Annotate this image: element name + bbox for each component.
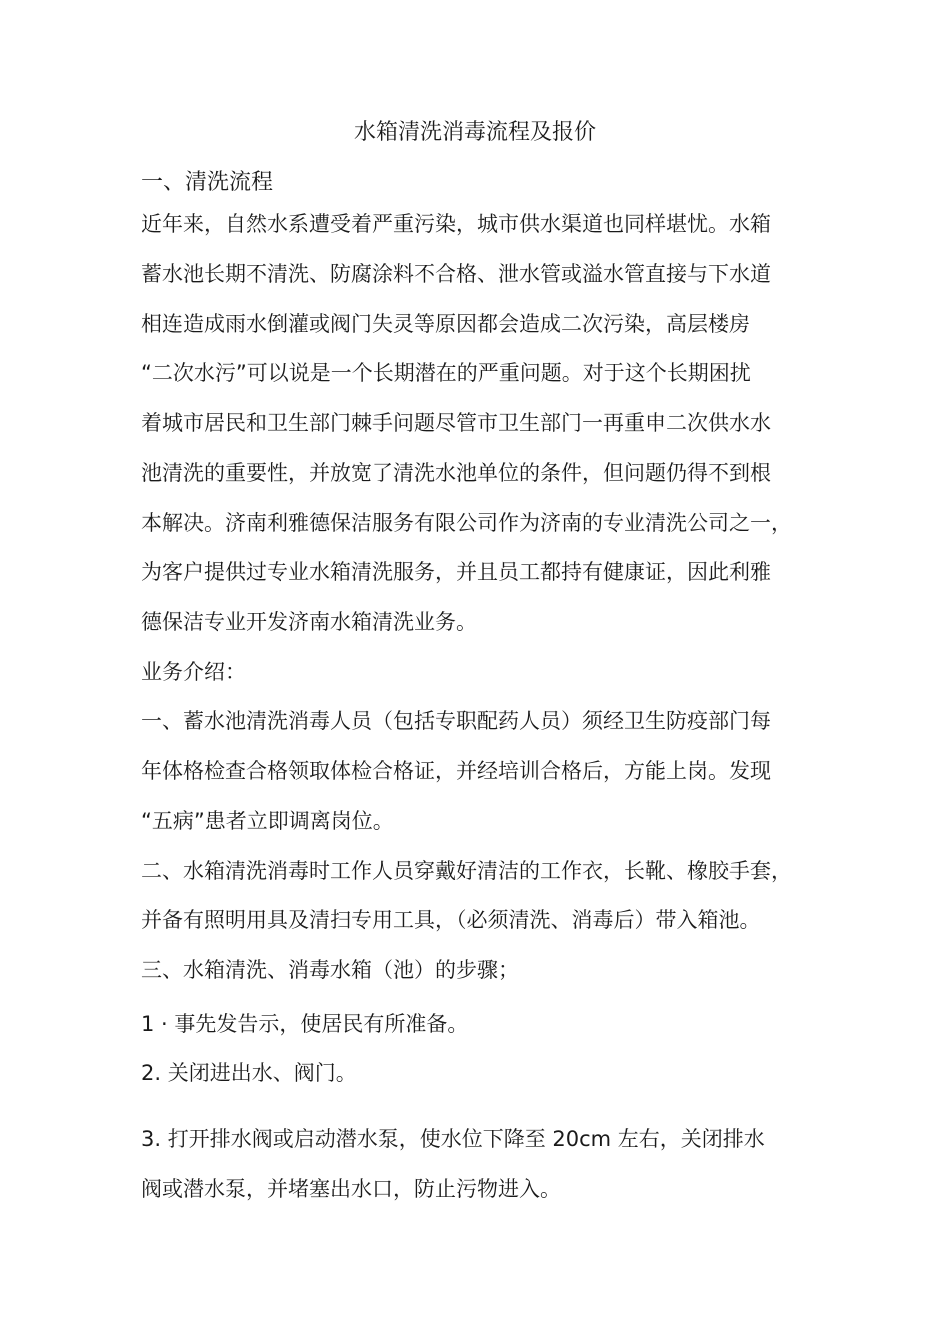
intro-line: 相连造成雨水倒灌或阀门失灵等原因都会造成二次污染，高层楼房	[141, 312, 750, 336]
intro-line: 蓄水池长期不清洗、防腐涂料不合格、泄水管或溢水管直接与下水道	[141, 262, 771, 286]
business-line: “五病”患者立即调离岗位。	[141, 809, 394, 833]
intro-line: “二次水污”可以说是一个长期潜在的严重问题。对于这个长期困扰	[141, 361, 751, 385]
step-item: 阀或潜水泵，并堵塞出水口，防止污物进入。	[141, 1177, 561, 1201]
business-line: 并备有照明用具及清扫专用工具，（必须清洗、消毒后）带入箱池。	[141, 908, 761, 932]
intro-line: 德保洁专业开发济南水箱清洗业务。	[141, 610, 477, 634]
intro-line: 池清洗的重要性，并放宽了清洗水池单位的条件，但问题仍得不到根	[141, 461, 771, 485]
intro-line: 近年来，自然水系遭受着严重污染，城市供水渠道也同样堪忧。水箱	[141, 212, 771, 236]
step-item: 2. 关闭进出水、阀门。	[141, 1061, 357, 1085]
step-item: 3. 打开排水阀或启动潜水泵，使水位下降至 20cm 左右，关闭排水	[141, 1127, 765, 1151]
business-line: 年体格检查合格领取体检合格证，并经培训合格后，方能上岗。发现	[141, 759, 771, 783]
step-item: 1 · 事先发告示，使居民有所准备。	[141, 1012, 469, 1036]
section-heading: 一、清洗流程	[141, 170, 274, 195]
document-title: 水箱清洗消毒流程及报价	[353, 120, 596, 145]
intro-line: 着城市居民和卫生部门棘手问题尽管市卫生部门一再重申二次供水水	[141, 411, 771, 435]
business-line: 一、蓄水池清洗消毒人员（包括专职配药人员）须经卫生防疫部门每	[141, 709, 771, 733]
business-line: 二、水箱清洗消毒时工作人员穿戴好清洁的工作衣，长靴、橡胶手套，	[141, 859, 792, 883]
business-line: 三、水箱清洗、消毒水箱（池）的步骤；	[141, 958, 519, 982]
intro-line: 为客户提供过专业水箱清洗服务，并且员工都持有健康证，因此利雅	[141, 560, 771, 584]
business-label: 业务介绍：	[141, 660, 246, 684]
intro-line: 本解决。济南利雅德保洁服务有限公司作为济南的专业清洗公司之一，	[141, 511, 792, 535]
